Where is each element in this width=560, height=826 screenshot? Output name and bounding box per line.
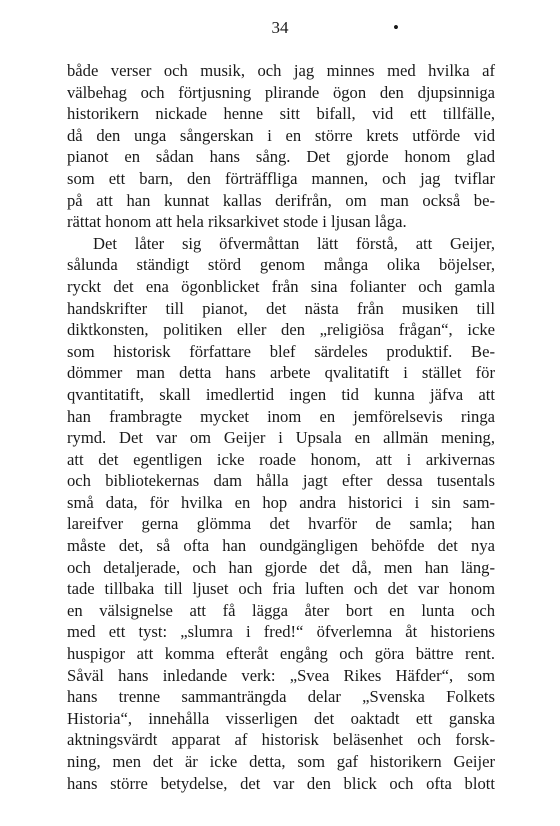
text-line: en välsignelse att få lägga åter bort en lunta och xyxy=(67,600,495,620)
text-line: då den unga sångerskan i en större krets utförde vid xyxy=(67,125,495,145)
text-line: måste det, så ofta han oundgängligen behöfde det nya xyxy=(67,536,495,556)
text-line: och bibliotekernas dam hålla jagt efter dessa tusentals xyxy=(67,471,495,491)
text-line: ryckt det ena ögonblicket från sina folianter och gamla xyxy=(67,276,495,296)
text-line: rättat honom att hela riksarkivet stode i ljusan låga. xyxy=(67,212,407,232)
text-line: huspigor att komma efteråt engång och göra bättre rent. xyxy=(67,644,495,664)
text-line: med ett tyst: „slumra i fred!“ öfverlemna åt historiens xyxy=(67,622,495,642)
text-line: både verser och musik, och jag minnes med hvilka af xyxy=(67,61,495,80)
text-line: Det låter sig öfvermåttan lätt förstå, att Geijer, xyxy=(93,233,495,253)
page-number: 34 xyxy=(271,18,289,37)
text-line: sålunda ständigt störd genom många olika böjelser, xyxy=(67,255,495,275)
text-line: små data, för hvilka en hop andra historici i sin sam- xyxy=(67,492,495,512)
text-line: qvantitatift, skall imedlertid ingen tid kunna jäfva att xyxy=(67,384,495,404)
text-line: hans trenne sammanträngda delar „Svenska Folkets xyxy=(67,687,495,707)
text-line: Historia“, innehålla visserligen det oaktadt ett ganska xyxy=(67,708,495,728)
text-line: historikern nickade henne sitt bifall, vid ett tillfälle, xyxy=(67,104,495,124)
text-line: handskrifter till pianot, det nästa från musiken till xyxy=(67,298,495,318)
text-line: välbehag och förtjusning plirande ögon den djupsinniga xyxy=(67,82,495,102)
text-line: lareifver gerna glömma det hvarför de samla; han xyxy=(67,514,495,534)
body-text xyxy=(67,60,495,794)
text-line: ning, men det är icke detta, som gaf historikern Geijer xyxy=(67,752,495,771)
text-line: dömmer man detta hans arbete qvalitatift i stället för xyxy=(67,363,495,383)
text-line: diktkonsten, politiken eller den „religiösa frågan“, icke xyxy=(67,320,495,340)
text-line: hans större betydelse, det var den blick och ofta blott xyxy=(67,773,495,793)
text-line: rymd. Det var om Geijer i Upsala en allmän mening, xyxy=(67,428,495,448)
page-mark: • xyxy=(393,18,399,37)
text-line: på att han kunnat kallas derifrån, om man också be- xyxy=(67,190,495,210)
text-line: och detaljerade, och han gjorde det då, men han läng- xyxy=(67,557,495,577)
text-line: tade tillbaka till ljuset och fria luften och det var honom xyxy=(67,579,495,599)
text-line: att det egentligen icke roade honom, att i arkivernas xyxy=(67,449,495,469)
text-line: som ett barn, den förträffliga mannen, och jag tviflar xyxy=(67,168,495,188)
text-line: aktningsvärdt apparat af historisk beläsenhet och forsk- xyxy=(67,730,495,750)
text-line: Såväl hans inledande verk: „Svea Rikes Häfder“, som xyxy=(67,665,495,685)
text-line: pianot en sådan hans sång. Det gjorde honom glad xyxy=(67,147,495,167)
text-line: han frambragte mycket inom en jemförelsevis ringa xyxy=(67,406,495,426)
text-line: som historisk författare blef särdeles produktif. Be- xyxy=(67,341,495,361)
